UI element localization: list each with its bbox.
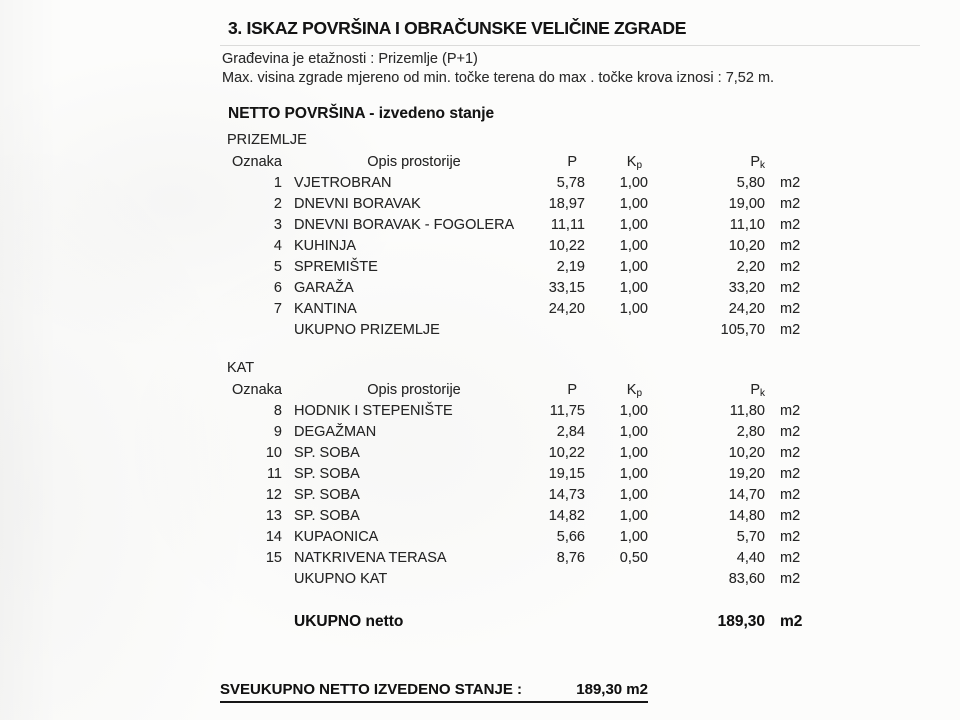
coefficient-kp-value: 0,50: [619, 550, 648, 566]
intro-line-max-height: Max. visina zgrade mjereno od min. točke terena do max . točke krova iznosi : 7,52 m.: [222, 70, 775, 86]
area-p-value: 14,73: [548, 487, 585, 503]
row-number: 12: [265, 487, 282, 503]
table-row: [222, 401, 828, 422]
area-pk-value: 33,20: [728, 280, 765, 296]
col-header-p: P: [567, 154, 577, 170]
unit-label: m2: [780, 259, 801, 275]
unit-label: m2: [780, 238, 801, 254]
footer-label: SVEUKUPNO NETTO IZVEDENO STANJE :: [220, 681, 522, 698]
col-header-oznaka: Oznaka: [232, 382, 282, 398]
col-header-opis: Opis prostorije: [367, 154, 461, 170]
table-row: [222, 278, 828, 299]
table-row: [222, 527, 828, 548]
room-name: DEGAŽMAN: [294, 424, 377, 440]
unit-label: m2: [780, 529, 801, 545]
unit-label: m2: [780, 550, 801, 566]
coefficient-kp-value: 1,00: [619, 466, 648, 482]
floor-table: [222, 130, 828, 341]
table-row: [222, 422, 828, 443]
table-row: [222, 194, 828, 215]
room-name: SP. SOBA: [294, 508, 360, 524]
col-header-kp: $K_p$: [626, 382, 642, 399]
area-p-value: 10,22: [548, 238, 585, 254]
area-pk-value: 19,20: [728, 466, 765, 482]
col-header-pk: $P_k$: [750, 154, 765, 171]
area-p-value: 2,84: [556, 424, 585, 440]
coefficient-kp-value: 1,00: [619, 217, 648, 233]
col-header-p: P: [567, 382, 577, 398]
row-number: 2: [273, 196, 282, 212]
coefficient-kp-value: 1,00: [619, 529, 648, 545]
coefficient-kp-value: 1,00: [619, 259, 648, 275]
row-number: 8: [273, 403, 282, 419]
area-pk-value: 19,00: [728, 196, 765, 212]
room-name: NATKRIVENA TERASA: [294, 550, 447, 566]
room-name: KUHINJA: [294, 238, 357, 254]
area-pk-value: 5,80: [736, 175, 765, 191]
coefficient-kp-value: 1,00: [619, 424, 648, 440]
row-number: 9: [273, 424, 282, 440]
area-p-value: 11,75: [549, 403, 585, 419]
area-p-value: 2,19: [556, 259, 585, 275]
table-row: [222, 548, 828, 569]
unit-label: m2: [780, 301, 801, 317]
area-pk-value: 4,40: [736, 550, 765, 566]
col-header-kp: $K_p$: [626, 154, 642, 171]
area-p-value: 24,20: [548, 301, 585, 317]
coefficient-kp-value: 1,00: [619, 280, 648, 296]
coefficient-kp-value: 1,00: [619, 175, 648, 191]
area-p-value: 19,15: [548, 466, 585, 482]
row-number: 3: [273, 217, 282, 233]
col-header-pk: $P_k$: [750, 382, 765, 399]
unit-label: m2: [780, 445, 801, 461]
floor-total-row: [222, 320, 828, 341]
col-header-opis: Opis prostorije: [367, 382, 461, 398]
table-header-row: [222, 379, 828, 401]
table-row: [222, 464, 828, 485]
grand-total-value: 189,30: [717, 613, 765, 630]
row-number: 4: [273, 238, 282, 254]
table-row: [222, 236, 828, 257]
area-pk-value: 10,20: [728, 445, 765, 461]
footer-value: 189,30 m2: [576, 681, 648, 698]
table-row: [222, 485, 828, 506]
coefficient-kp-value: 1,00: [619, 196, 648, 212]
floor-label: PRIZEMLJE: [227, 132, 307, 148]
page-title: 3. ISKAZ POVRŠINA I OBRAČUNSKE VELIČINE ZGRADE: [228, 18, 687, 38]
area-p-value: 5,78: [556, 175, 585, 191]
room-name: SP. SOBA: [294, 466, 360, 482]
coefficient-kp-value: 1,00: [619, 301, 648, 317]
room-name: VJETROBRAN: [294, 175, 392, 191]
area-p-value: 33,15: [548, 280, 585, 296]
table-row: [222, 506, 828, 527]
unit-label: m2: [780, 217, 801, 233]
area-pk-value: 11,10: [729, 217, 765, 233]
col-header-oznaka: Oznaka: [232, 154, 282, 170]
section-title: NETTO POVRŠINA - izvedeno stanje: [228, 105, 495, 122]
unit-label: m2: [780, 466, 801, 482]
area-p-value: 5,66: [556, 529, 585, 545]
grand-total-row: [222, 610, 828, 634]
title-divider: [220, 45, 920, 46]
floor-total-label: UKUPNO KAT: [294, 571, 388, 587]
room-name: DNEVNI BORAVAK - FOGOLERA: [294, 217, 515, 233]
floor-total-label: UKUPNO PRIZEMLJE: [294, 322, 440, 338]
intro-line-storeys: Građevina je etažnosti : Prizemlje (P+1): [222, 51, 478, 67]
area-pk-value: 2,20: [736, 259, 765, 275]
room-name: HODNIK I STEPENIŠTE: [294, 403, 453, 419]
table-row: [222, 257, 828, 278]
grand-total-unit: m2: [780, 613, 803, 630]
row-number: 14: [265, 529, 282, 545]
area-pk-value: 2,80: [736, 424, 765, 440]
footer-total-line: [220, 681, 648, 703]
floor-total-row: [222, 569, 828, 590]
area-pk-value: 14,70: [728, 487, 765, 503]
row-number: 7: [273, 301, 282, 317]
unit-label: m2: [780, 196, 801, 212]
floor-total-unit: m2: [780, 322, 801, 338]
room-name: GARAŽA: [294, 280, 354, 296]
unit-label: m2: [780, 175, 801, 191]
room-name: SP. SOBA: [294, 487, 360, 503]
unit-label: m2: [780, 424, 801, 440]
room-name: KUPAONICA: [294, 529, 379, 545]
coefficient-kp-value: 1,00: [619, 403, 648, 419]
table-row: [222, 299, 828, 320]
coefficient-kp-value: 1,00: [619, 238, 648, 254]
area-pk-value: 5,70: [736, 529, 765, 545]
area-pk-value: 10,20: [728, 238, 765, 254]
unit-label: m2: [780, 280, 801, 296]
row-number: 10: [265, 445, 282, 461]
floor-table: [222, 358, 828, 590]
table-header-row: [222, 151, 828, 173]
row-number: 11: [266, 466, 282, 482]
floor-total-value: 105,70: [720, 322, 765, 338]
area-pk-value: 11,80: [729, 403, 765, 419]
row-number: 5: [273, 259, 282, 275]
room-name: SPREMIŠTE: [294, 259, 378, 275]
area-tables: [222, 130, 828, 590]
room-name: DNEVNI BORAVAK: [294, 196, 421, 212]
grand-total-label: UKUPNO netto: [294, 613, 404, 630]
table-row: [222, 173, 828, 194]
unit-label: m2: [780, 508, 801, 524]
table-row: [222, 443, 828, 464]
coefficient-kp-value: 1,00: [619, 445, 648, 461]
row-number: 6: [273, 280, 282, 296]
area-pk-value: 24,20: [728, 301, 765, 317]
room-name: SP. SOBA: [294, 445, 360, 461]
floor-total-value: 83,60: [728, 571, 765, 587]
coefficient-kp-value: 1,00: [619, 487, 648, 503]
unit-label: m2: [780, 403, 801, 419]
area-p-value: 14,82: [548, 508, 585, 524]
table-row: [222, 215, 828, 236]
area-pk-value: 14,80: [728, 508, 765, 524]
area-p-value: 10,22: [548, 445, 585, 461]
row-number: 13: [265, 508, 282, 524]
area-p-value: 18,97: [548, 196, 585, 212]
floor-label: KAT: [227, 360, 255, 376]
area-p-value: 8,76: [556, 550, 585, 566]
coefficient-kp-value: 1,00: [619, 508, 648, 524]
floor-total-unit: m2: [780, 571, 801, 587]
unit-label: m2: [780, 487, 801, 503]
area-p-value: 11,11: [550, 217, 585, 233]
room-name: KANTINA: [294, 301, 357, 317]
row-number: 1: [273, 175, 282, 191]
row-number: 15: [265, 550, 282, 566]
